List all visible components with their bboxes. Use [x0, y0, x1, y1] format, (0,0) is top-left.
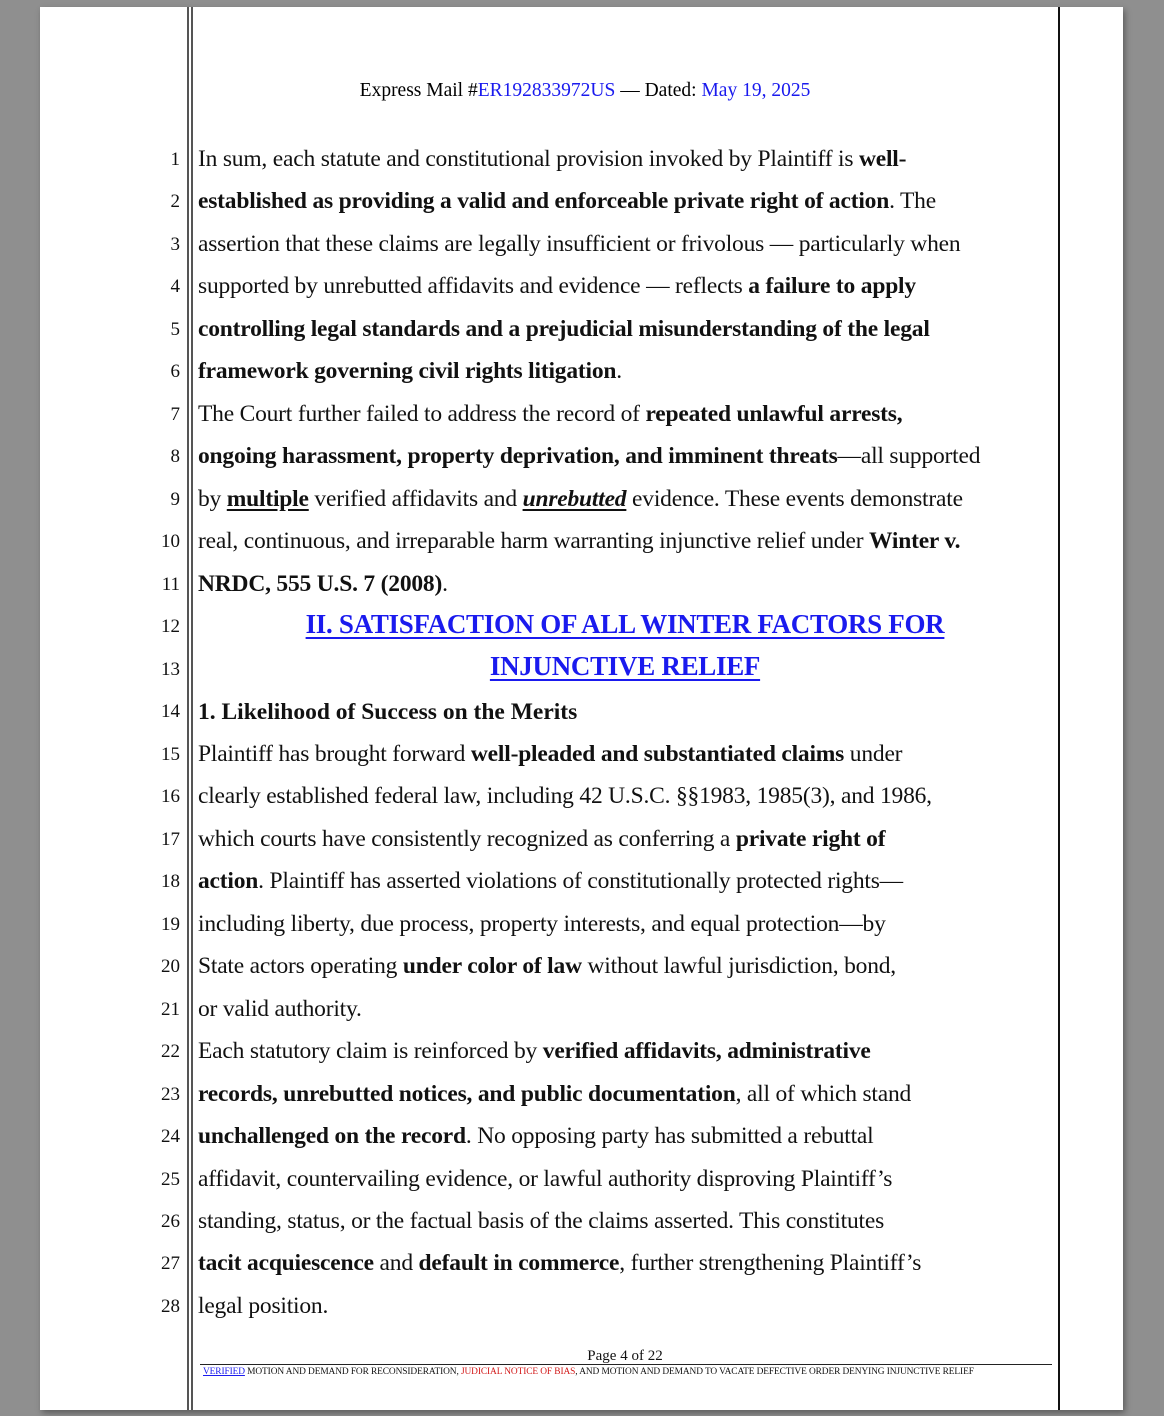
line-number: 16 [161, 786, 180, 808]
text-run: evidence. These events demonstrate [626, 485, 963, 512]
text-run: clearly established federal law, including 42 U.S.C. §§1983, 1985(3), and 1986, [198, 783, 932, 810]
emphasized-text: action [198, 868, 259, 895]
emphasized-text: verified affidavits, administrative [542, 1038, 871, 1065]
page-header [0, 80, 1164, 102]
line-number: 9 [170, 488, 180, 510]
emphasized-text: established as providing a valid and enforceable private right of action [198, 188, 890, 215]
text-run: State actors operating [198, 953, 403, 980]
text-run: . [442, 570, 448, 597]
text-run: . [616, 358, 622, 385]
emphasized-text: well-pleaded and substantiated claims [470, 740, 845, 767]
text-run: which courts have consistently recognized as conferring a [198, 825, 736, 852]
line-number: 11 [161, 573, 180, 595]
text-run: affidavit, countervailing evidence, or lawful authority disproving Plaintiff’s [198, 1165, 893, 1192]
line-number: 14 [161, 701, 180, 723]
text-run: or valid authority. [198, 995, 362, 1022]
text-run: . The [889, 188, 936, 215]
text-line [198, 1123, 874, 1150]
text-line [198, 528, 960, 555]
text-line [198, 486, 963, 513]
line-number: 15 [161, 743, 180, 765]
text-run: Plaintiff has brought forward [198, 740, 471, 767]
text-line [198, 1081, 911, 1108]
text-run: . Plaintiff has asserted violations of constitutionally protected rights— [258, 868, 903, 895]
text-run: verified affidavits and [308, 485, 523, 512]
emphasized-text: controlling legal standards and a prejudicial misunderstanding of the legal [198, 315, 930, 342]
line-number: 12 [161, 616, 180, 638]
text-line [198, 1293, 328, 1320]
text-run: —all supported [837, 443, 981, 470]
line-number: 7 [170, 403, 180, 425]
text-line [198, 826, 885, 853]
text-run: without lawful jurisdiction, bond, [581, 953, 896, 980]
text-run: assertion that these claims are legally insufficient or frivolous — particularly when [198, 230, 961, 257]
text-line [198, 1038, 871, 1065]
line-number: 28 [161, 1295, 180, 1317]
line-number: 13 [161, 658, 180, 680]
text-line [198, 231, 960, 258]
line-number: 25 [161, 1168, 180, 1190]
text-run: by [198, 485, 227, 512]
footer-verified-link[interactable]: VERIFIED [203, 1367, 245, 1377]
footer-text-1: MOTION AND DEMAND FOR RECONSIDERATION, [244, 1367, 461, 1377]
footer-caption [203, 1367, 974, 1377]
emphasized-text: ongoing harassment, property deprivation, and imminent threats [198, 443, 838, 470]
text-run: In sum, each statute and constitutional provision invoked by Plaintiff is [198, 146, 859, 172]
section-heading-line-2[interactable]: INJUNCTIVE RELIEF [489, 651, 761, 681]
text-line [198, 273, 916, 300]
text-line [198, 188, 936, 215]
text-run: Each statutory claim is reinforced by [198, 1038, 543, 1065]
line-number: 10 [161, 531, 180, 553]
text-line [198, 401, 902, 428]
line-number: 20 [161, 956, 180, 978]
left-margin-rule [187, 7, 189, 1410]
left-margin-rule-inner [191, 7, 193, 1410]
text-run: The Court further failed to address the record of [198, 400, 646, 427]
text-run: standing, status, or the factual basis of the claims asserted. This constitutes [198, 1208, 885, 1234]
line-number: 22 [161, 1041, 180, 1063]
text-run: and [373, 1250, 419, 1277]
text-line [198, 1208, 884, 1235]
text-line [198, 783, 932, 810]
text-run: . No opposing party has submitted a rebuttal [465, 1123, 874, 1150]
text-line [198, 146, 906, 173]
text-line [198, 868, 903, 895]
emphasized-text: under color of law [402, 953, 582, 980]
text-line [198, 996, 362, 1023]
emphasized-text: records, unrebutted notices, and public documentation [198, 1080, 736, 1107]
line-number: 23 [161, 1083, 180, 1105]
emphasized-text: private right of [735, 825, 886, 852]
line-number: 3 [170, 233, 180, 255]
text-line [198, 358, 622, 385]
text-line [198, 741, 902, 768]
emphasized-text: unrebutted [522, 485, 627, 512]
text-line [198, 1166, 892, 1193]
line-number: 21 [161, 998, 180, 1020]
line-number: 6 [170, 361, 180, 383]
text-run: supported by unrebutted affidavits and evidence — reflects [198, 273, 749, 300]
footer-rule [200, 1364, 1052, 1365]
text-line [198, 571, 448, 598]
header-separator: — Dated: [615, 80, 702, 101]
text-run: including liberty, due process, property interests, and equal protection—by [198, 910, 886, 937]
emphasized-text: repeated unlawful arrests, [645, 400, 903, 427]
tracking-number-link[interactable]: ER192833972US [477, 80, 616, 101]
line-number: 18 [161, 871, 180, 893]
line-number: 1 [170, 149, 180, 170]
line-number: 27 [161, 1253, 180, 1275]
text-run: , all of which stand [735, 1080, 912, 1107]
emphasized-text: default in commerce [418, 1250, 620, 1277]
line-number: 19 [161, 913, 180, 935]
emphasized-text: Winter v. [869, 528, 961, 555]
text-line [198, 443, 980, 470]
right-margin-rule [1058, 7, 1060, 1410]
text-line [198, 953, 896, 980]
page-number: Page 4 of 22 [587, 1348, 663, 1364]
text-line [198, 1250, 921, 1277]
section-heading-line-1[interactable]: II. SATISFACTION OF ALL WINTER FACTORS FOR [305, 609, 945, 639]
emphasized-text: unchallenged on the record [198, 1123, 466, 1150]
emphasized-text: well- [858, 146, 907, 172]
line-number: 17 [161, 828, 180, 850]
text-run: , further strengthening Plaintiff’s [619, 1250, 922, 1277]
line-number: 8 [170, 446, 180, 468]
date-link[interactable]: May 19, 2025 [701, 80, 811, 101]
emphasized-text: framework governing civil rights litigation [198, 358, 617, 385]
line-number: 5 [170, 318, 180, 340]
text-line [198, 316, 930, 343]
emphasized-text: NRDC, 555 U.S. 7 (2008) [198, 570, 443, 597]
line-number: 26 [161, 1211, 180, 1232]
emphasized-text: multiple [226, 485, 309, 512]
line-number: 2 [170, 191, 180, 213]
footer-text-2: , AND MOTION AND DEMAND TO VACATE DEFECTIVE ORDER DENYING INJUNCTIVE RELIEF [575, 1367, 974, 1377]
text-line [198, 911, 886, 938]
text-run: under [844, 740, 903, 767]
emphasized-text: a failure to apply [748, 273, 916, 300]
text-run: legal position. [198, 1292, 329, 1319]
subheading: 1. Likelihood of Success on the Merits [198, 699, 578, 725]
emphasized-text: tacit acquiescence [198, 1250, 374, 1277]
line-number: 4 [170, 276, 180, 298]
footer-judicial-notice: JUDICIAL NOTICE OF BIAS [460, 1367, 576, 1377]
header-prefix: Express Mail # [359, 80, 478, 101]
text-run: real, continuous, and irreparable harm warranting injunctive relief under [198, 528, 869, 555]
line-number: 24 [161, 1126, 180, 1148]
